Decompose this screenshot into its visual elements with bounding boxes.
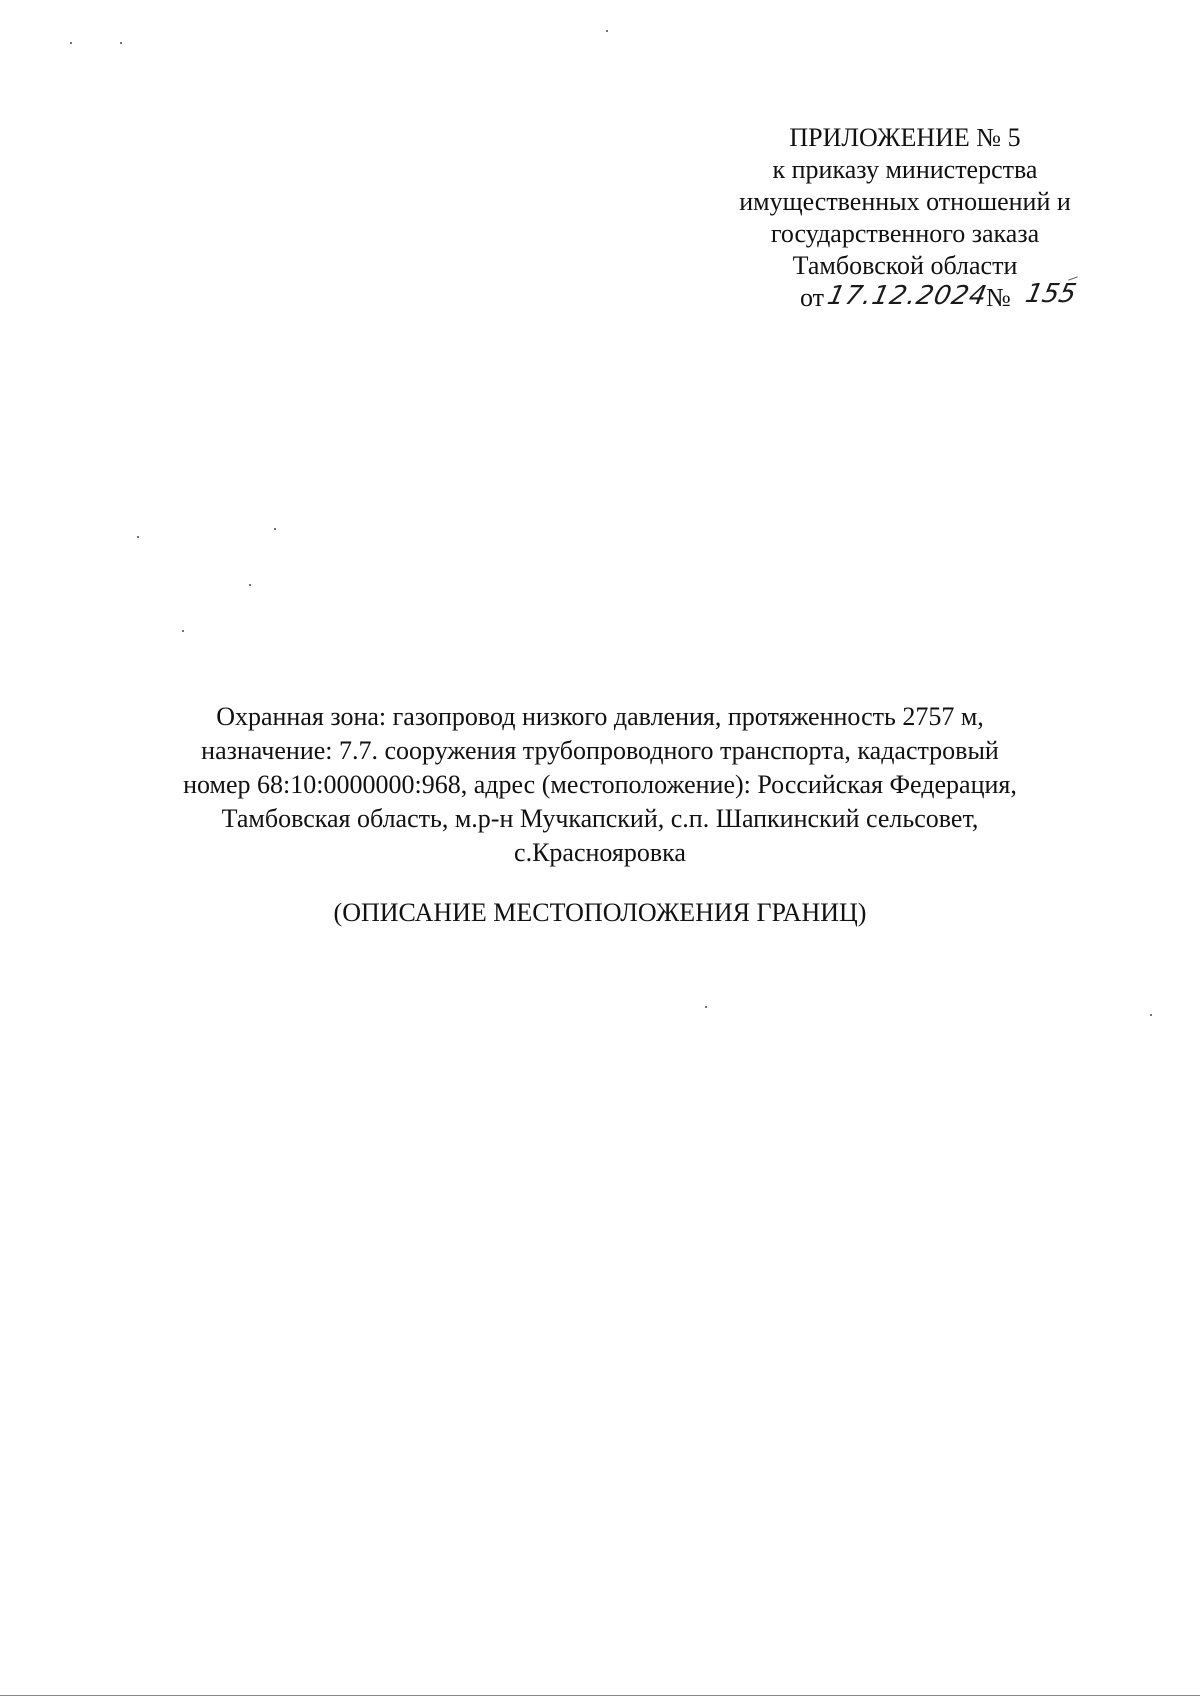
description-line: номер 68:10:0000000:968, адрес (местоположение): Российская Федерация, bbox=[183, 770, 1017, 799]
date-prefix: от bbox=[800, 283, 825, 312]
scan-speck bbox=[606, 30, 608, 32]
scan-speck bbox=[1150, 1014, 1152, 1016]
zone-description bbox=[140, 700, 1060, 870]
appendix-procurement-line: государственного заказа bbox=[770, 219, 1040, 248]
scan-speck bbox=[274, 528, 276, 530]
section-title: (ОПИСАНИЕ МЕСТОПОЛОЖЕНИЯ ГРАНИЦ) bbox=[333, 898, 867, 927]
scan-speck bbox=[137, 536, 139, 538]
scan-speck bbox=[120, 42, 122, 44]
scan-speck bbox=[70, 42, 72, 44]
scan-speck bbox=[249, 584, 251, 586]
appendix-title: ПРИЛОЖЕНИЕ № 5 bbox=[789, 123, 1021, 152]
appendix-ministry-line: имущественных отношений и bbox=[739, 187, 1071, 216]
description-line: Охранная зона: газопровод низкого давления, протяженность 2757 м, bbox=[216, 702, 984, 731]
description-line: с.Краснояровка bbox=[514, 838, 686, 867]
appendix-date-number-line bbox=[700, 279, 1110, 316]
number-prefix: № bbox=[986, 283, 1011, 312]
scan-speck bbox=[705, 1006, 707, 1008]
scan-bottom-edge bbox=[0, 1695, 1200, 1696]
scan-speck bbox=[182, 630, 184, 632]
appendix-block bbox=[700, 122, 1110, 316]
appendix-region-line: Тамбовской области bbox=[792, 251, 1018, 280]
handwritten-date: 17.12.2024 bbox=[824, 281, 991, 311]
handwritten-number: 155 bbox=[1022, 279, 1079, 309]
appendix-order-line: к приказу министерства bbox=[772, 155, 1038, 184]
description-line: Тамбовская область, м.р-н Мучкапский, с.п. Шапкинский сельсовет, bbox=[221, 804, 979, 833]
description-line: назначение: 7.7. сооружения трубопроводного транспорта, кадастровый bbox=[201, 736, 999, 765]
